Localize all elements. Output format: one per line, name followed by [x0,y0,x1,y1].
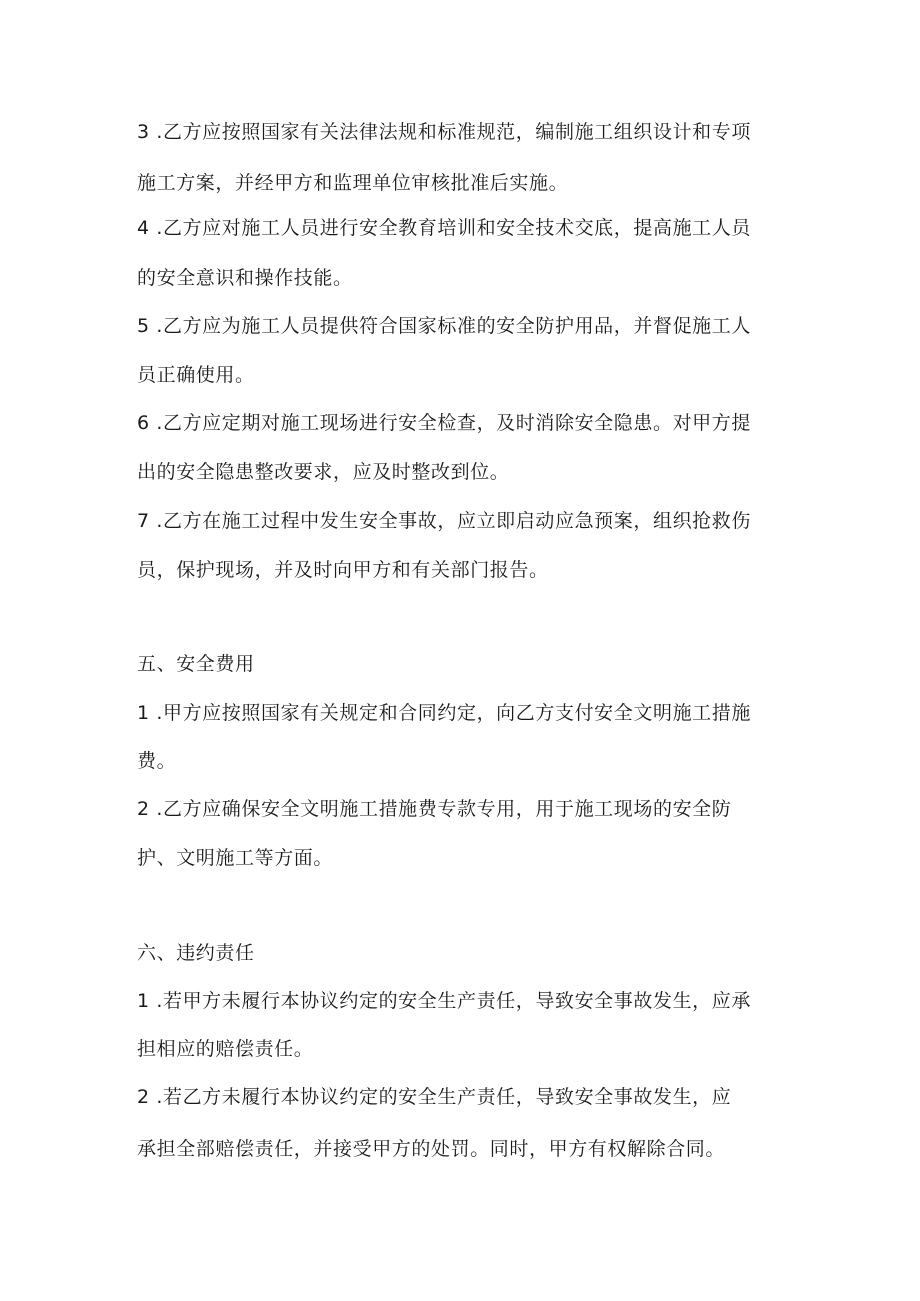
section-5-item-2-line-1: 2 .乙方应确保安全文明施工措施费专款专用，用于施工现场的安全防 [137,798,732,820]
item-5-line-1: 5 .乙方应为施工人员提供符合国家标准的安全防护用品，并督促施工人 [137,315,751,337]
item-6-line-1: 6 .乙方应定期对施工现场进行安全检查，及时消除安全隐患。对甲方提 [137,412,751,434]
item-7-line-2: 员，保护现场，并及时向甲方和有关部门报告。 [137,559,549,581]
section-6-item-1-line-1: 1 .若甲方未履行本协议约定的安全生产责任，导致安全事故发生，应承 [137,990,751,1012]
section-5-item-1-line-2: 费。 [137,750,177,772]
item-6-line-2: 出的安全隐患整改要求，应及时整改到位。 [137,461,510,483]
item-4-line-1: 4 .乙方应对施工人员进行安全教育培训和安全技术交底，提高施工人员 [137,217,751,239]
section-5-item-2-line-2: 护、文明施工等方面。 [137,847,334,869]
section-5-item-1-line-1: 1 .甲方应按照国家有关规定和合同约定，向乙方支付安全文明施工措施 [137,702,751,724]
section-6-item-2-line-1: 2 .若乙方未履行本协议约定的安全生产责任，导致安全事故发生，应 [137,1086,732,1108]
section-5-heading: 五、安全费用 [137,653,255,675]
item-3-line-2: 施工方案，并经甲方和监理单位审核批准后实施。 [137,172,569,194]
section-6-heading: 六、违约责任 [137,942,255,964]
section-6-item-2-line-2: 承担全部赔偿责任，并接受甲方的处罚。同时，甲方有权解除合同。 [137,1138,726,1160]
section-6-item-1-line-2: 担相应的赔偿责任。 [137,1038,314,1060]
item-3-line-1: 3 .乙方应按照国家有关法律法规和标准规范，编制施工组织设计和专项 [137,121,751,143]
item-4-line-2: 的安全意识和操作技能。 [137,267,353,289]
item-5-line-2: 员正确使用。 [137,364,255,386]
item-7-line-1: 7 .乙方在施工过程中发生安全事故，应立即启动应急预案，组织抢救伤 [137,510,751,532]
